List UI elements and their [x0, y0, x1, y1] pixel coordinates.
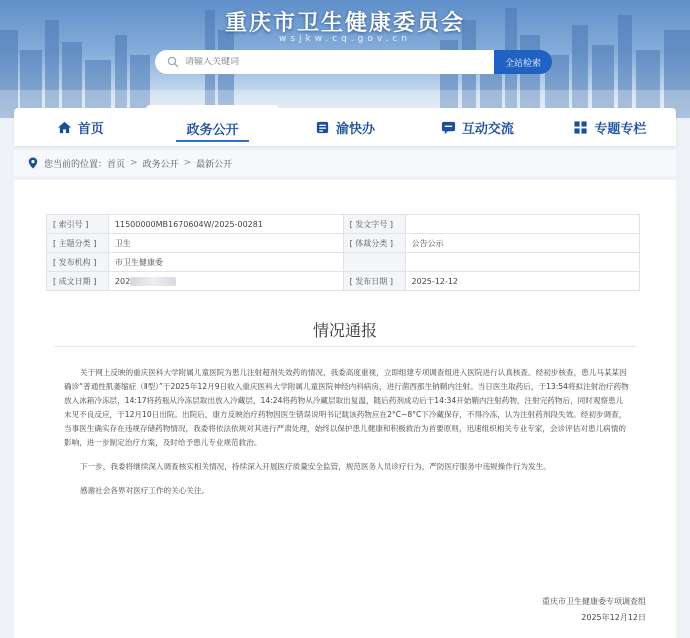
grid-icon: [573, 120, 588, 135]
breadcrumb: [14, 150, 676, 176]
home-icon: [57, 120, 72, 135]
meta-label: [ 发布日期 ]: [343, 272, 405, 291]
article-paragraph: 下一步，我委将继续深入调查核实相关情况，持续深入开展医疗质量安全监管，规范医务人员诊疗行为，严防医疗服务中违规操作行为发生。: [80, 462, 551, 471]
search-button[interactable]: 全站检索: [494, 50, 552, 74]
chat-icon: [441, 120, 456, 135]
nav-item-label: 首页: [77, 121, 104, 137]
nav-item-yukuaiban[interactable]: [279, 108, 411, 146]
meta-value: 市卫生健康委: [108, 253, 343, 272]
table-row: [47, 215, 640, 234]
document-icon: [315, 120, 330, 135]
meta-value-created: [108, 272, 343, 291]
meta-value: 2025-12-12: [405, 272, 639, 291]
location-pin-icon: [28, 157, 38, 169]
signature-date: 2025年12月12日: [581, 613, 646, 622]
signature-org: 重庆市卫生健康委专项调查组: [542, 597, 646, 606]
main-content: [14, 180, 676, 638]
site-domain: wsjkw.cq.gov.cn: [278, 34, 412, 44]
meta-value: 卫生: [108, 234, 343, 253]
search-box[interactable]: [155, 50, 495, 74]
meta-value: 11500000MB1670604W/2025-00281: [108, 215, 343, 234]
breadcrumb-separator: >: [183, 158, 192, 168]
table-row: [47, 272, 640, 291]
breadcrumb-link-home[interactable]: 首页: [107, 159, 126, 170]
article-title: 情况通报: [312, 321, 377, 340]
meta-label: [ 发文字号 ]: [343, 215, 405, 234]
search-input[interactable]: [185, 57, 465, 67]
meta-value-created-text: 202: [114, 276, 131, 286]
nav-item-home[interactable]: [14, 108, 146, 146]
nav-item-label: 专题专栏: [594, 121, 647, 137]
main-nav: [14, 108, 676, 146]
site-header: [0, 0, 690, 118]
meta-value: [405, 215, 639, 234]
redacted-blur: [130, 277, 176, 286]
nav-item-special-topics[interactable]: [544, 108, 676, 146]
active-tab-indicator: [176, 140, 248, 142]
meta-empty-cell: [343, 253, 405, 272]
meta-label: [ 体裁分类 ]: [343, 234, 405, 253]
breadcrumb-prefix: 您当前的位置：: [44, 159, 108, 170]
breadcrumb-separator: >: [130, 158, 138, 168]
table-row: [47, 234, 640, 253]
meta-empty-cell: [405, 253, 639, 272]
nav-item-label: 渝快办: [336, 121, 376, 137]
nav-item-label: 互动交流: [461, 121, 514, 137]
meta-label: [ 发布机构 ]: [47, 253, 109, 272]
article-signature: [542, 594, 646, 626]
breadcrumb-link-latest[interactable]: 最新公开: [196, 159, 233, 170]
meta-label: [ 成文日期 ]: [47, 272, 109, 291]
search-icon: [167, 56, 179, 68]
article-body: [64, 366, 630, 508]
meta-label: [ 索引号 ]: [47, 215, 109, 234]
meta-value: 公告公示: [405, 234, 639, 253]
table-row: [47, 253, 640, 272]
breadcrumb-link-gov-affairs[interactable]: 政务公开: [142, 159, 179, 170]
article-paragraph: 感谢社会各界对医疗工作的关心关注。: [80, 486, 210, 495]
title-divider: [54, 346, 636, 347]
nav-item-interaction[interactable]: [411, 108, 543, 146]
document-meta-table: [46, 214, 640, 291]
site-title: 重庆市卫生健康委员会: [224, 11, 465, 36]
meta-label: [ 主题分类 ]: [47, 234, 109, 253]
article-paragraph: 关于网上反映的重庆医科大学附属儿童医院为患儿注射超剂失效药的情况，我委高度重视，立即组建专项调查组进入医院进行认真核查。经初步核查，患儿马某某因确诊“普通性肌萎缩症（Ⅱ型）”于2025年12月9日收入重庆医科大学附属儿童医院神经内科病房，进行菌西那生钠鞘内注射。当日医生取药后，于13:54将拟注射治疗药物放入冰箱冷冻层，14:17将药瓶从冷冻层取出放入冷藏层，14:24将药物从冷藏层取出复温，随后药剂成功后于14:34开始鞘内注射药物，注射完药物后，同时观察患儿未见不良反应，于12月10日出院。出院后，康方反映治疗药物因医生错误说明书记载该药物应在2°C~8°C下冷藏保存，不得冷冻，认为注射药剂段失效。经初步调查，当事医生确实存在违规存储药物情况，我委将依法依规对其进行严肃处理，始终以保护患儿健康和积极救治为首要原则，迅速组织相关专业专家，会诊评估对患儿病情的影响，进一步制定治疗方案，及时给予患儿专业规范救治。: [64, 368, 629, 447]
nav-item-label: 政务公开: [186, 123, 239, 138]
nav-item-gov-affairs[interactable]: [146, 108, 278, 146]
